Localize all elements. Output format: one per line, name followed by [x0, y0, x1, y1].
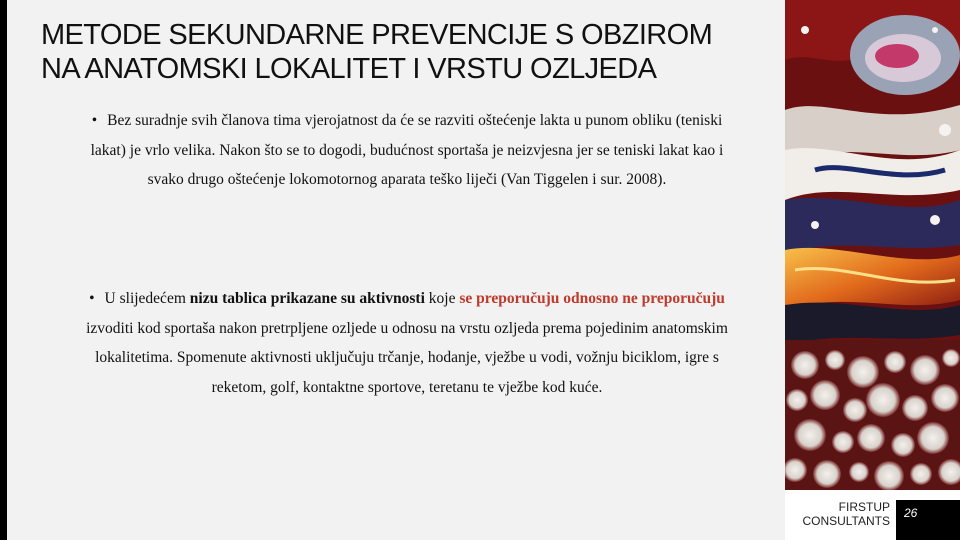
paragraph-2-text-c: koje — [424, 290, 460, 307]
bullet-icon: • — [91, 112, 98, 129]
bullet-icon: • — [89, 290, 95, 307]
paragraph-2-text-e: izvoditi kod sportaša nakon pretrpljene ozljede u odnosu na vrstu ozljeda prema pojedinim anatomskim lokalitetima. Spomenute aktivnosti uključuju trčanje, hodanje, vježbe u vodi, vožnju biciklom, igre s reketom, golf, kontaktne sportove, teretanu te vježbe kod kuće. — [86, 319, 728, 396]
paragraph-2-text-a: U slijedećem — [104, 290, 190, 307]
brand-line-1: FIRSTUP — [838, 500, 890, 514]
page-number: 26 — [904, 506, 918, 520]
brand-logo — [785, 500, 890, 528]
paragraph-1-text: Bez suradnje svih članova tima vjerojatnost da će se razviti oštećenje lakta u punom obliku (teniski lakat) je vrlo velika. Nakon što se to dogodi, budućnost sportaša je neizvjesna jer se teniski lakat kao i svako drugo oštećenje lokomotornog aparata teško liječi (Van Tiggelen i sur. 2008). — [90, 112, 724, 188]
paragraph-1 — [87, 106, 727, 195]
title-line-1: METODE SEKUNDARNE PREVENCIJE S OBZIROM — [41, 19, 713, 51]
left-edge-bar — [0, 0, 7, 540]
brand-line-2: CONSULTANTS — [802, 514, 890, 528]
content-panel — [7, 0, 785, 540]
slide-title — [41, 18, 781, 86]
paragraph-2 — [83, 284, 731, 402]
paragraph-2-red-phrase: se preporučuju odnosno ne preporučuju — [459, 290, 725, 307]
paragraph-2-bold-phrase: nizu tablica prikazane su aktivnosti — [189, 290, 425, 307]
fluid-art-image — [785, 0, 960, 490]
title-line-2: NA ANATOMSKI LOKALITET I VRSTU OZLJEDA — [41, 53, 657, 85]
